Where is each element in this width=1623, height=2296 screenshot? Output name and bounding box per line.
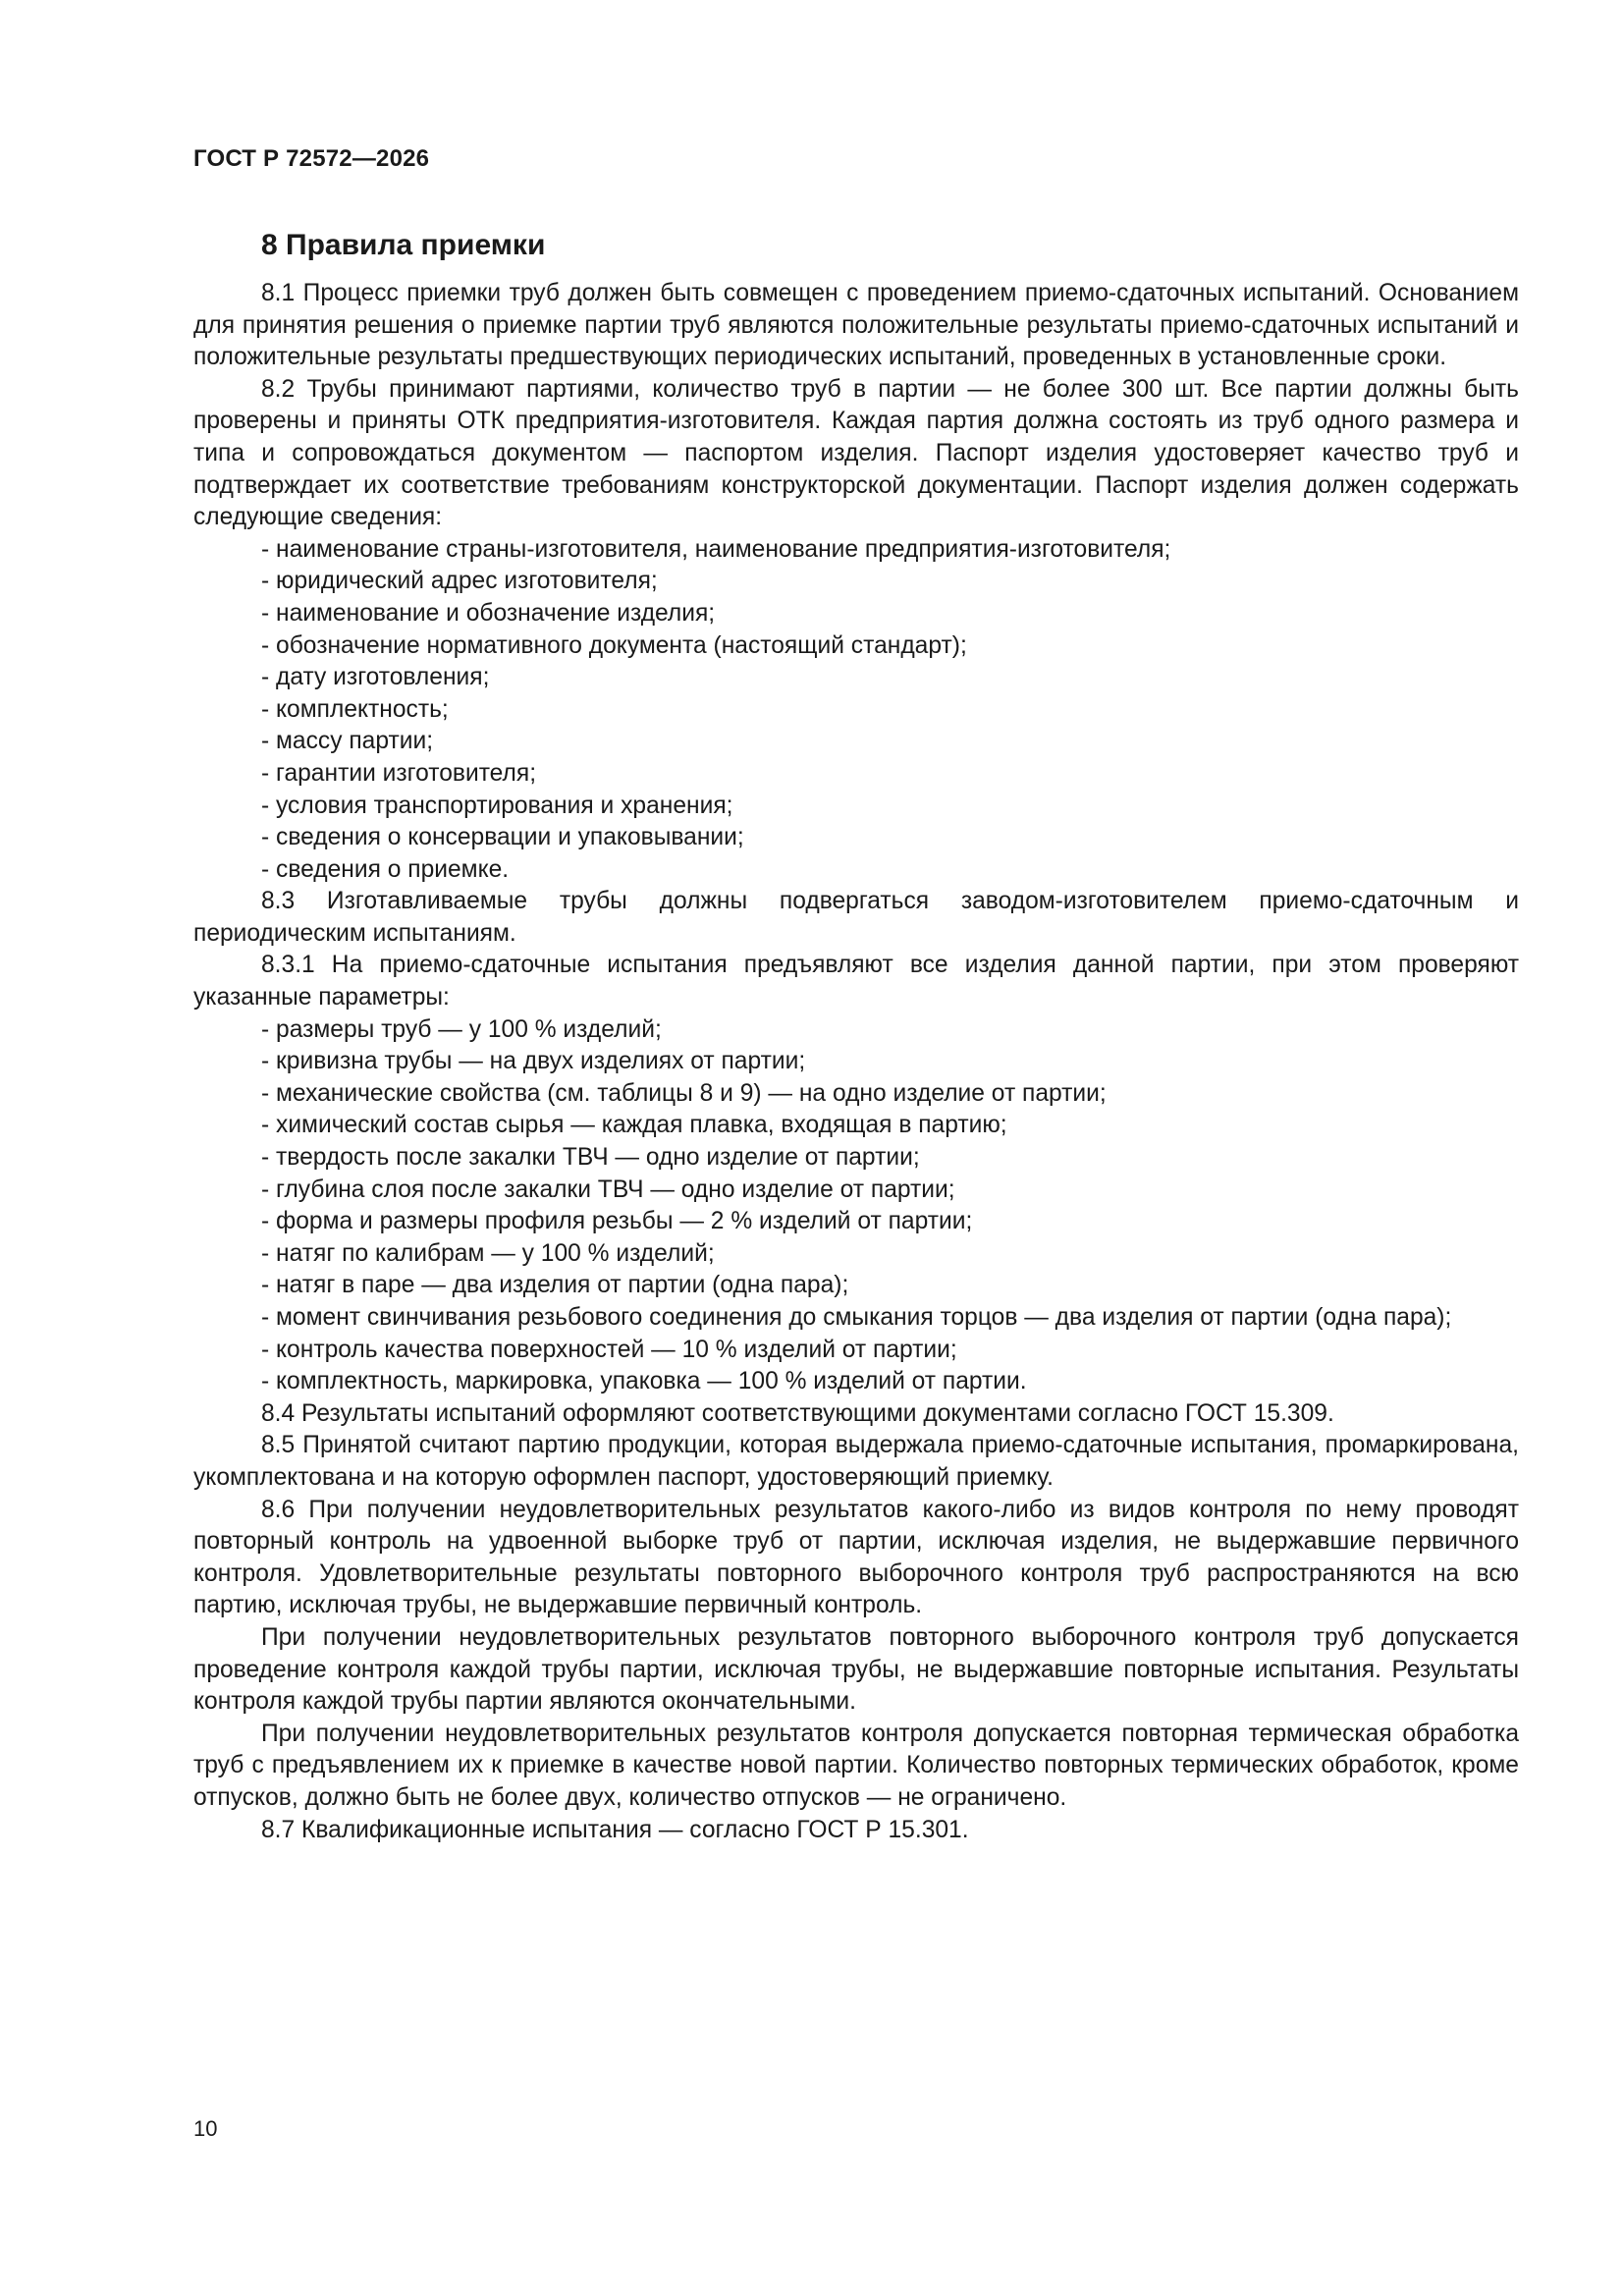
list-item: - дату изготовления;	[261, 664, 490, 691]
list-item: - юридический адрес изготовителя;	[261, 568, 658, 595]
passport-contents-list	[193, 534, 1519, 887]
list-item: - глубина слоя после закалки ТВЧ — одно изделие от партии;	[261, 1175, 955, 1203]
list-item: - химический состав сырья — каждая плавка, входящая в партию;	[261, 1112, 1007, 1139]
paragraph-8-7: 8.7 Квалификационные испытания — согласно ГОСТ Р 15.301.	[261, 1816, 969, 1843]
list-item: - наименование страны-изготовителя, наименование предприятия-изготовителя;	[261, 535, 1171, 563]
paragraph-8-3: 8.3 Изготавливаемые трубы должны подвергаться заводом-изготовителем приемо-сдаточным и периодическим испытаниям.	[193, 888, 1519, 947]
paragraph-8-6: 8.6 При получении неудовлетворительных результатов какого-либо из видов контроля по нему проводят повторный контроль на удвоенной выборке труб от партии, исключая изделия, не выдержавшие первичного контроля. Удовлетворительные результаты повторного выборочного контроля труб распространяются на всю партию, исключая трубы, не выдержавшие первичный контроль.	[193, 1496, 1519, 1619]
list-item: - условия транспортирования и хранения;	[261, 792, 733, 819]
document-body	[193, 228, 1519, 1846]
test-parameters-list	[193, 1014, 1519, 1398]
document-code: ГОСТ Р 72572—2026	[193, 145, 430, 172]
list-item: - твердость после закалки ТВЧ — одно изделие от партии;	[261, 1144, 920, 1172]
list-item: - механические свойства (см. таблицы 8 и 9) — на одно изделие от партии;	[261, 1079, 1107, 1107]
list-item: - комплектность;	[261, 695, 449, 723]
list-item: - обозначение нормативного документа (настоящий стандарт);	[261, 631, 967, 659]
list-item: - гарантии изготовителя;	[261, 759, 537, 787]
list-item: - массу партии;	[261, 728, 434, 755]
paragraph-8-5: 8.5 Принятой считают партию продукции, которая выдержала приемо-сдаточные испытания, промаркирована, укомплектована и на которую оформлен паспорт, удостоверяющий приемку.	[193, 1432, 1519, 1491]
page-number: 10	[193, 2116, 218, 2141]
list-item: - сведения о приемке.	[261, 855, 510, 883]
list-item: - размеры труб — у 100 % изделий;	[261, 1015, 662, 1043]
list-item: - форма и размеры профиля резьбы — 2 % изделий от партии;	[261, 1208, 973, 1235]
list-item: - кривизна трубы — на двух изделиях от партии;	[261, 1048, 806, 1075]
paragraph-8-3-1: 8.3.1 На приемо-сдаточные испытания предъявляют все изделия данной партии, при этом проверяют указанные параметры:	[193, 952, 1519, 1011]
list-item: - комплектность, маркировка, упаковка — 100 % изделий от партии.	[261, 1368, 1027, 1395]
list-item: - сведения о консервации и упаковывании;	[261, 824, 744, 851]
list-item: - контроль качества поверхностей — 10 % изделий от партии;	[261, 1336, 957, 1363]
list-item: - натяг по калибрам — у 100 % изделий;	[261, 1239, 715, 1267]
paragraph-8-6-heat-treatment: При получении неудовлетворительных результатов контроля допускается повторная термическая обработка труб с предъявлением их к приемке в качестве новой партии. Количество повторных термических обработок, кроме отпусков, должно быть не более двух, количество отпусков — не ограничено.	[193, 1720, 1519, 1811]
paragraph-8-6-repeat-control: При получении неудовлетворительных результатов повторного выборочного контроля труб допускается проведение контроля каждой трубы партии, исключая трубы, не выдержавшие повторные испытания. Результаты контроля каждой трубы партии являются окончательными.	[193, 1623, 1519, 1716]
paragraph-8-1: 8.1 Процесс приемки труб должен быть совмещен с проведением приемо-сдаточных испытаний. Основанием для принятия решения о приемке партии труб являются положительные результаты приемо-сдаточных испытаний и положительные результаты предшествующих периодических испытаний, проведенных в установленные сроки.	[193, 280, 1519, 371]
paragraph-8-2: 8.2 Трубы принимают партиями, количество труб в партии — не более 300 шт. Все партии должны быть проверены и приняты ОТК предприятия-изготовителя. Каждая партия должна состоять из труб одного размера и типа и сопровождаться документом — паспортом изделия. Паспорт изделия удостоверяет качество труб и подтверждает их соответствие требованиям конструкторской документации. Паспорт изделия должен содержать следующие сведения:	[193, 375, 1519, 531]
list-item: - натяг в паре — два изделия от партии (одна пара);	[261, 1272, 849, 1299]
paragraph-8-4: 8.4 Результаты испытаний оформляют соответствующими документами согласно ГОСТ 15.309.	[261, 1399, 1334, 1427]
list-item: - наименование и обозначение изделия;	[261, 599, 716, 627]
list-item: - момент свинчивания резьбового соединения до смыкания торцов — два изделия от партии (одна пара);	[261, 1304, 1452, 1331]
section-title: 8 Правила приемки	[261, 229, 546, 261]
